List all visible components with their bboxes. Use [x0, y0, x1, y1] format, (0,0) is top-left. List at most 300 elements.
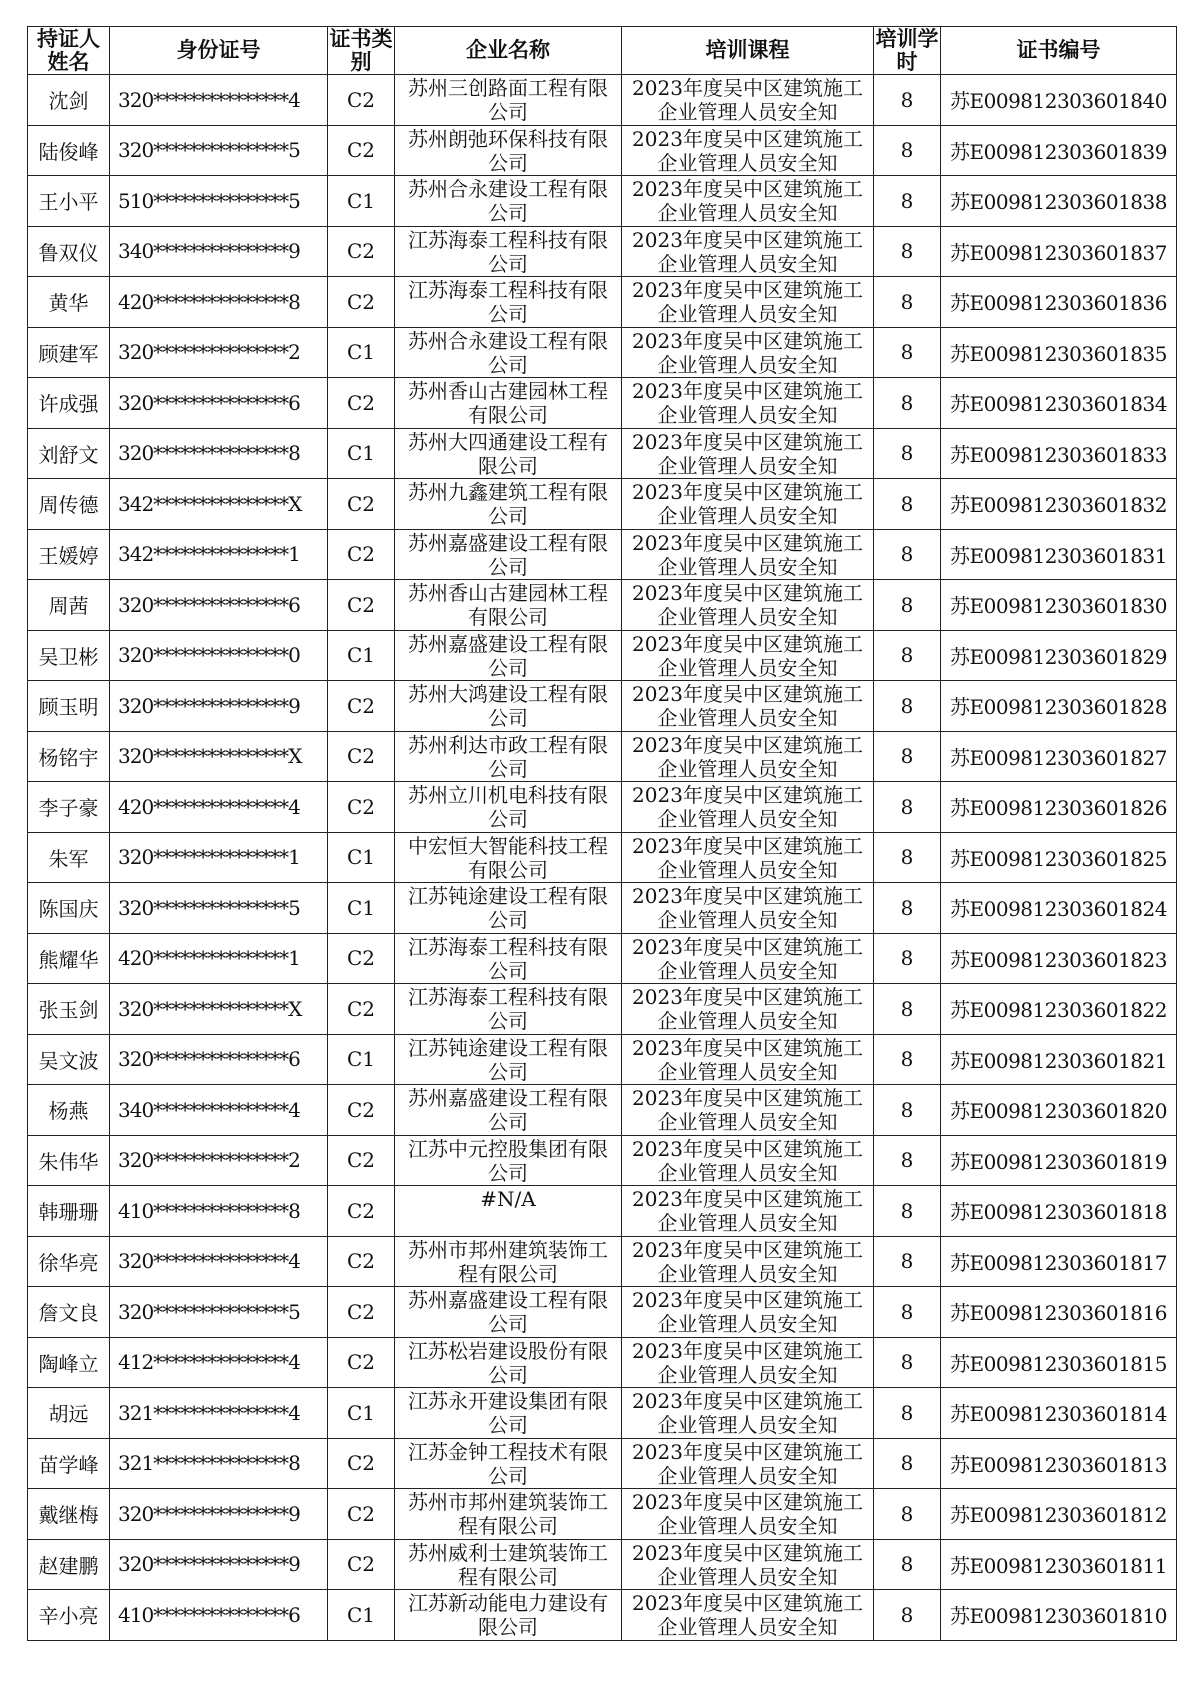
id-number-cell: 342***************X [110, 479, 328, 530]
company-cell [395, 1438, 622, 1489]
table-row [28, 731, 1177, 782]
certificate-category-cell: C2 [328, 933, 395, 984]
header-certificate-category: 证书类别 [329, 26, 393, 74]
holder-name-cell: 朱军 [28, 832, 110, 883]
company-cell-text: 苏州嘉盛建设工程有限公司 [408, 631, 608, 679]
course-cell-text: 2023年度吴中区建筑施工企业管理人员安全知 [632, 1237, 863, 1285]
company-cell [395, 1590, 622, 1641]
course-cell-text: 2023年度吴中区建筑施工企业管理人员安全知 [632, 1288, 863, 1336]
course-cell [622, 75, 874, 126]
course-cell-text: 2023年度吴中区建筑施工企业管理人员安全知 [632, 783, 863, 831]
holder-name-cell: 朱伟华 [28, 1135, 110, 1186]
course-cell [622, 731, 874, 782]
hours-cell: 8 [874, 1337, 941, 1388]
certificate-number-cell: 苏E009812303601810 [941, 1590, 1177, 1641]
company-cell-text: 苏州九鑫建筑工程有限公司 [408, 480, 608, 528]
hours-cell: 8 [874, 378, 941, 429]
course-cell [622, 580, 874, 631]
table-row [28, 479, 1177, 530]
header-holder-name: 持证人姓名 [28, 27, 110, 75]
company-cell-text: 江苏海泰工程科技有限公司 [408, 278, 608, 326]
company-cell [395, 428, 622, 479]
table-row [28, 75, 1177, 126]
course-cell [622, 1085, 874, 1136]
certificate-category-cell: C2 [328, 378, 395, 429]
certificate-number-cell: 苏E009812303601834 [941, 378, 1177, 429]
company-cell [395, 984, 622, 1035]
table-row [28, 1135, 1177, 1186]
holder-name-cell: 韩珊珊 [28, 1186, 110, 1237]
holder-name-cell: 戴继梅 [28, 1489, 110, 1540]
company-cell-text: 苏州威利士建筑装饰工程有限公司 [408, 1540, 608, 1588]
holder-name-cell: 顾玉明 [28, 681, 110, 732]
course-cell [622, 933, 874, 984]
course-cell-text: 2023年度吴中区建筑施工企业管理人员安全知 [632, 631, 863, 679]
company-cell-text: 苏州大鸿建设工程有限公司 [408, 682, 608, 730]
course-cell-text: 2023年度吴中区建筑施工企业管理人员安全知 [632, 1540, 863, 1588]
company-cell [395, 1287, 622, 1338]
certificate-category-cell: C1 [328, 176, 395, 227]
hours-cell: 8 [874, 731, 941, 782]
company-cell [395, 731, 622, 782]
certificate-number-cell: 苏E009812303601829 [941, 630, 1177, 681]
course-cell-text: 2023年度吴中区建筑施工企业管理人员安全知 [632, 1035, 863, 1083]
id-number-cell: 420***************4 [110, 782, 328, 833]
company-cell [395, 176, 622, 227]
company-cell [395, 1186, 622, 1237]
company-cell [395, 378, 622, 429]
table-body [28, 75, 1177, 1641]
holder-name-cell: 赵建鹏 [28, 1539, 110, 1590]
course-cell [622, 428, 874, 479]
certificate-number-cell: 苏E009812303601819 [941, 1135, 1177, 1186]
id-number-cell: 342***************1 [110, 529, 328, 580]
id-number-cell: 320***************4 [110, 75, 328, 126]
course-cell-text: 2023年度吴中区建筑施工企业管理人员安全知 [632, 1136, 863, 1184]
certificate-number-cell: 苏E009812303601833 [941, 428, 1177, 479]
table-row [28, 782, 1177, 833]
table-row [28, 630, 1177, 681]
holder-name-cell: 黄华 [28, 277, 110, 328]
company-cell [395, 75, 622, 126]
certificate-category-cell: C2 [328, 75, 395, 126]
course-cell-text: 2023年度吴中区建筑施工企业管理人员安全知 [632, 328, 863, 376]
course-cell-text: 2023年度吴中区建筑施工企业管理人员安全知 [632, 1086, 863, 1134]
course-cell-text: 2023年度吴中区建筑施工企业管理人员安全知 [632, 1591, 863, 1639]
certificate-category-cell: C2 [328, 1287, 395, 1338]
certificate-category-cell: C1 [328, 1388, 395, 1439]
certificate-category-cell: C1 [328, 832, 395, 883]
id-number-cell: 320***************2 [110, 1135, 328, 1186]
id-number-cell: 320***************6 [110, 580, 328, 631]
certificate-category-cell: C2 [328, 1186, 395, 1237]
certificate-number-cell: 苏E009812303601832 [941, 479, 1177, 530]
company-cell [395, 479, 622, 530]
company-cell-text: 苏州市邦州建筑装饰工程有限公司 [408, 1237, 608, 1285]
holder-name-cell: 沈剑 [28, 75, 110, 126]
holder-name-cell: 徐华亮 [28, 1236, 110, 1287]
course-cell [622, 277, 874, 328]
course-cell-text: 2023年度吴中区建筑施工企业管理人员安全知 [632, 732, 863, 780]
company-cell-text: 江苏金钟工程技术有限公司 [408, 1439, 608, 1487]
course-cell-text: 2023年度吴中区建筑施工企业管理人员安全知 [632, 379, 863, 427]
holder-name-cell: 胡远 [28, 1388, 110, 1439]
table-row [28, 832, 1177, 883]
certificate-category-cell: C2 [328, 1489, 395, 1540]
course-cell [622, 1388, 874, 1439]
table-row [28, 1590, 1177, 1641]
hours-cell: 8 [874, 933, 941, 984]
company-cell [395, 1388, 622, 1439]
id-number-cell: 320***************8 [110, 428, 328, 479]
certificate-number-cell: 苏E009812303601840 [941, 75, 1177, 126]
company-cell [395, 1135, 622, 1186]
hours-cell: 8 [874, 277, 941, 328]
holder-name-cell: 周传德 [28, 479, 110, 530]
certificate-category-cell: C1 [328, 1590, 395, 1641]
certificate-category-cell: C2 [328, 1135, 395, 1186]
company-cell [395, 1489, 622, 1540]
hours-cell: 8 [874, 1590, 941, 1641]
hours-cell: 8 [874, 681, 941, 732]
header-id-number: 身份证号 [110, 27, 328, 75]
hours-cell: 8 [874, 832, 941, 883]
certificate-number-cell: 苏E009812303601818 [941, 1186, 1177, 1237]
company-cell [395, 832, 622, 883]
certificate-category-cell: C2 [328, 580, 395, 631]
hours-cell: 8 [874, 1135, 941, 1186]
id-number-cell: 320***************1 [110, 832, 328, 883]
course-cell [622, 529, 874, 580]
id-number-cell: 320***************9 [110, 1489, 328, 1540]
certificate-number-cell: 苏E009812303601825 [941, 832, 1177, 883]
hours-cell: 8 [874, 1388, 941, 1439]
table-row [28, 1388, 1177, 1439]
table-row [28, 1489, 1177, 1540]
course-cell [622, 1489, 874, 1540]
table-row [28, 1236, 1177, 1287]
course-cell-text: 2023年度吴中区建筑施工企业管理人员安全知 [632, 480, 863, 528]
company-cell-text: 江苏钝途建设工程有限公司 [408, 884, 608, 932]
certificate-category-cell: C2 [328, 1539, 395, 1590]
certificate-number-cell: 苏E009812303601822 [941, 984, 1177, 1035]
holder-name-cell: 詹文良 [28, 1287, 110, 1338]
course-cell [622, 1539, 874, 1590]
table-row [28, 984, 1177, 1035]
header-hours: 培训学时 [875, 26, 939, 74]
company-cell-text: 苏州香山古建园林工程有限公司 [408, 581, 608, 629]
company-cell [395, 1085, 622, 1136]
hours-cell: 8 [874, 1539, 941, 1590]
course-cell-text: 2023年度吴中区建筑施工企业管理人员安全知 [632, 884, 863, 932]
hours-cell: 8 [874, 580, 941, 631]
holder-name-cell: 吴卫彬 [28, 630, 110, 681]
course-cell [622, 832, 874, 883]
certificate-number-cell: 苏E009812303601814 [941, 1388, 1177, 1439]
header-course: 培训课程 [622, 27, 874, 75]
course-cell-text: 2023年度吴中区建筑施工企业管理人员安全知 [632, 934, 863, 982]
certificate-number-cell: 苏E009812303601826 [941, 782, 1177, 833]
certificate-number-cell: 苏E009812303601821 [941, 1034, 1177, 1085]
id-number-cell: 320***************6 [110, 378, 328, 429]
hours-cell: 8 [874, 529, 941, 580]
table-row [28, 378, 1177, 429]
certificate-category-cell: C2 [328, 731, 395, 782]
company-cell-text: 苏州朗弛环保科技有限公司 [408, 126, 608, 174]
course-cell-text: 2023年度吴中区建筑施工企业管理人员安全知 [632, 581, 863, 629]
company-cell-text: 苏州立川机电科技有限公司 [408, 783, 608, 831]
course-cell [622, 176, 874, 227]
certificate-number-cell: 苏E009812303601812 [941, 1489, 1177, 1540]
holder-name-cell: 陶峰立 [28, 1337, 110, 1388]
certificate-number-cell: 苏E009812303601813 [941, 1438, 1177, 1489]
course-cell-text: 2023年度吴中区建筑施工企业管理人员安全知 [632, 833, 863, 881]
company-cell-text: 中宏恒大智能科技工程有限公司 [408, 833, 608, 881]
company-cell [395, 125, 622, 176]
hours-cell: 8 [874, 226, 941, 277]
hours-cell: 8 [874, 479, 941, 530]
certificate-category-cell: C1 [328, 883, 395, 934]
hours-cell: 8 [874, 1489, 941, 1540]
id-number-cell: 410***************8 [110, 1186, 328, 1237]
table-row [28, 428, 1177, 479]
course-cell-text: 2023年度吴中区建筑施工企业管理人员安全知 [632, 1389, 863, 1437]
holder-name-cell: 周茜 [28, 580, 110, 631]
certificate-number-cell: 苏E009812303601828 [941, 681, 1177, 732]
company-cell-text: 苏州市邦州建筑装饰工程有限公司 [408, 1490, 608, 1538]
holder-name-cell: 李子豪 [28, 782, 110, 833]
certificate-category-cell: C2 [328, 1085, 395, 1136]
hours-cell: 8 [874, 1236, 941, 1287]
table-row [28, 176, 1177, 227]
certificate-number-cell: 苏E009812303601835 [941, 327, 1177, 378]
table-row [28, 327, 1177, 378]
header-row [28, 27, 1177, 75]
certificate-category-cell: C2 [328, 681, 395, 732]
certificate-number-cell: 苏E009812303601823 [941, 933, 1177, 984]
hours-cell: 8 [874, 1438, 941, 1489]
company-cell-text: 苏州大四通建设工程有限公司 [408, 429, 608, 477]
hours-cell: 8 [874, 75, 941, 126]
company-cell [395, 1034, 622, 1085]
id-number-cell: 320***************5 [110, 883, 328, 934]
table-row [28, 1337, 1177, 1388]
table-row [28, 125, 1177, 176]
certificate-category-cell: C1 [328, 1034, 395, 1085]
header-certificate-number: 证书编号 [941, 27, 1177, 75]
id-number-cell: 320***************2 [110, 327, 328, 378]
company-cell [395, 277, 622, 328]
company-cell [395, 1539, 622, 1590]
hours-cell: 8 [874, 428, 941, 479]
id-number-cell: 320***************9 [110, 1539, 328, 1590]
holder-name-cell: 陈国庆 [28, 883, 110, 934]
company-cell-text: 苏州合永建设工程有限公司 [408, 328, 608, 376]
hours-cell: 8 [874, 630, 941, 681]
course-cell-text: 2023年度吴中区建筑施工企业管理人员安全知 [632, 76, 863, 124]
hours-cell: 8 [874, 125, 941, 176]
course-cell [622, 327, 874, 378]
company-cell [395, 782, 622, 833]
certificate-number-cell: 苏E009812303601830 [941, 580, 1177, 631]
company-cell-text: 苏州嘉盛建设工程有限公司 [408, 530, 608, 578]
certificate-number-cell: 苏E009812303601815 [941, 1337, 1177, 1388]
company-cell-text: 江苏松岩建设股份有限公司 [408, 1338, 608, 1386]
course-cell-text: 2023年度吴中区建筑施工企业管理人员安全知 [632, 1187, 863, 1235]
holder-name-cell: 刘舒文 [28, 428, 110, 479]
certificate-category-cell: C2 [328, 1337, 395, 1388]
table-row [28, 681, 1177, 732]
course-cell [622, 1236, 874, 1287]
course-cell-text: 2023年度吴中区建筑施工企业管理人员安全知 [632, 227, 863, 275]
course-cell [622, 1186, 874, 1237]
holder-name-cell: 张玉剑 [28, 984, 110, 1035]
course-cell-text: 2023年度吴中区建筑施工企业管理人员安全知 [632, 1338, 863, 1386]
company-cell [395, 529, 622, 580]
course-cell [622, 125, 874, 176]
table-row [28, 1438, 1177, 1489]
hours-cell: 8 [874, 1085, 941, 1136]
holder-name-cell: 王小平 [28, 176, 110, 227]
id-number-cell: 340***************9 [110, 226, 328, 277]
hours-cell: 8 [874, 1186, 941, 1237]
table-row [28, 1287, 1177, 1338]
company-cell-text: #N/A [480, 1187, 536, 1212]
hours-cell: 8 [874, 782, 941, 833]
company-cell [395, 1236, 622, 1287]
holder-name-cell: 辛小亮 [28, 1590, 110, 1641]
company-cell-text: 苏州嘉盛建设工程有限公司 [408, 1288, 608, 1336]
holder-name-cell: 顾建军 [28, 327, 110, 378]
table-row [28, 883, 1177, 934]
company-cell-text: 苏州嘉盛建设工程有限公司 [408, 1086, 608, 1134]
id-number-cell: 320***************X [110, 731, 328, 782]
table-row [28, 529, 1177, 580]
id-number-cell: 412***************4 [110, 1337, 328, 1388]
certificate-table [27, 26, 1177, 1641]
company-cell-text: 江苏永开建设集团有限公司 [408, 1389, 608, 1437]
certificate-category-cell: C2 [328, 1438, 395, 1489]
certificate-category-cell: C2 [328, 226, 395, 277]
id-number-cell: 320***************5 [110, 125, 328, 176]
company-cell-text: 江苏新动能电力建设有限公司 [408, 1591, 608, 1639]
table-row [28, 1539, 1177, 1590]
course-cell-text: 2023年度吴中区建筑施工企业管理人员安全知 [632, 682, 863, 730]
company-cell-text: 江苏海泰工程科技有限公司 [408, 227, 608, 275]
course-cell [622, 984, 874, 1035]
hours-cell: 8 [874, 1034, 941, 1085]
course-cell-text: 2023年度吴中区建筑施工企业管理人员安全知 [632, 1490, 863, 1538]
company-cell-text: 苏州香山古建园林工程有限公司 [408, 379, 608, 427]
company-cell [395, 226, 622, 277]
certificate-number-cell: 苏E009812303601816 [941, 1287, 1177, 1338]
id-number-cell: 320***************X [110, 984, 328, 1035]
certificate-number-cell: 苏E009812303601827 [941, 731, 1177, 782]
certificate-number-cell: 苏E009812303601836 [941, 277, 1177, 328]
table-header [28, 27, 1177, 75]
company-cell-text: 苏州三创路面工程有限公司 [408, 76, 608, 124]
table-row [28, 1186, 1177, 1237]
holder-name-cell: 熊耀华 [28, 933, 110, 984]
company-cell-text: 江苏钝途建设工程有限公司 [408, 1035, 608, 1083]
certificate-category-cell: C1 [328, 630, 395, 681]
hours-cell: 8 [874, 327, 941, 378]
hours-cell: 8 [874, 883, 941, 934]
course-cell [622, 1034, 874, 1085]
id-number-cell: 510***************5 [110, 176, 328, 227]
company-cell-text: 江苏海泰工程科技有限公司 [408, 985, 608, 1033]
holder-name-cell: 陆俊峰 [28, 125, 110, 176]
certificate-number-cell: 苏E009812303601811 [941, 1539, 1177, 1590]
certificate-number-cell: 苏E009812303601817 [941, 1236, 1177, 1287]
company-cell-text: 江苏中元控股集团有限公司 [408, 1136, 608, 1184]
certificate-category-cell: C2 [328, 479, 395, 530]
company-cell [395, 630, 622, 681]
table-row [28, 933, 1177, 984]
company-cell-text: 苏州利达市政工程有限公司 [408, 732, 608, 780]
certificate-number-cell: 苏E009812303601837 [941, 226, 1177, 277]
id-number-cell: 321***************4 [110, 1388, 328, 1439]
id-number-cell: 320***************0 [110, 630, 328, 681]
course-cell [622, 630, 874, 681]
course-cell [622, 479, 874, 530]
holder-name-cell: 吴文波 [28, 1034, 110, 1085]
course-cell [622, 1438, 874, 1489]
company-cell [395, 1337, 622, 1388]
id-number-cell: 320***************5 [110, 1287, 328, 1338]
holder-name-cell: 杨燕 [28, 1085, 110, 1136]
course-cell [622, 1337, 874, 1388]
course-cell [622, 226, 874, 277]
table-row [28, 277, 1177, 328]
course-cell [622, 378, 874, 429]
certificate-category-cell: C2 [328, 529, 395, 580]
certificate-category-cell: C2 [328, 1236, 395, 1287]
certificate-category-cell: C2 [328, 277, 395, 328]
hours-cell: 8 [874, 984, 941, 1035]
id-number-cell: 340***************4 [110, 1085, 328, 1136]
id-number-cell: 320***************4 [110, 1236, 328, 1287]
id-number-cell: 321***************8 [110, 1438, 328, 1489]
course-cell-text: 2023年度吴中区建筑施工企业管理人员安全知 [632, 530, 863, 578]
certificate-number-cell: 苏E009812303601839 [941, 125, 1177, 176]
certificate-number-cell: 苏E009812303601824 [941, 883, 1177, 934]
company-cell-text: 苏州合永建设工程有限公司 [408, 177, 608, 225]
id-number-cell: 410***************6 [110, 1590, 328, 1641]
holder-name-cell: 鲁双仪 [28, 226, 110, 277]
course-cell [622, 1287, 874, 1338]
course-cell [622, 782, 874, 833]
company-cell [395, 327, 622, 378]
id-number-cell: 320***************6 [110, 1034, 328, 1085]
certificate-category-cell: C1 [328, 327, 395, 378]
course-cell [622, 883, 874, 934]
table-row [28, 1034, 1177, 1085]
holder-name-cell: 许成强 [28, 378, 110, 429]
holder-name-cell: 王媛婷 [28, 529, 110, 580]
course-cell-text: 2023年度吴中区建筑施工企业管理人员安全知 [632, 177, 863, 225]
certificate-number-cell: 苏E009812303601820 [941, 1085, 1177, 1136]
table-row [28, 226, 1177, 277]
company-cell [395, 580, 622, 631]
certificate-category-cell: C2 [328, 782, 395, 833]
course-cell-text: 2023年度吴中区建筑施工企业管理人员安全知 [632, 429, 863, 477]
certificate-number-cell: 苏E009812303601838 [941, 176, 1177, 227]
table-row [28, 1085, 1177, 1136]
holder-name-cell: 杨铭宇 [28, 731, 110, 782]
header-company: 企业名称 [395, 27, 622, 75]
certificate-category-cell: C1 [328, 428, 395, 479]
